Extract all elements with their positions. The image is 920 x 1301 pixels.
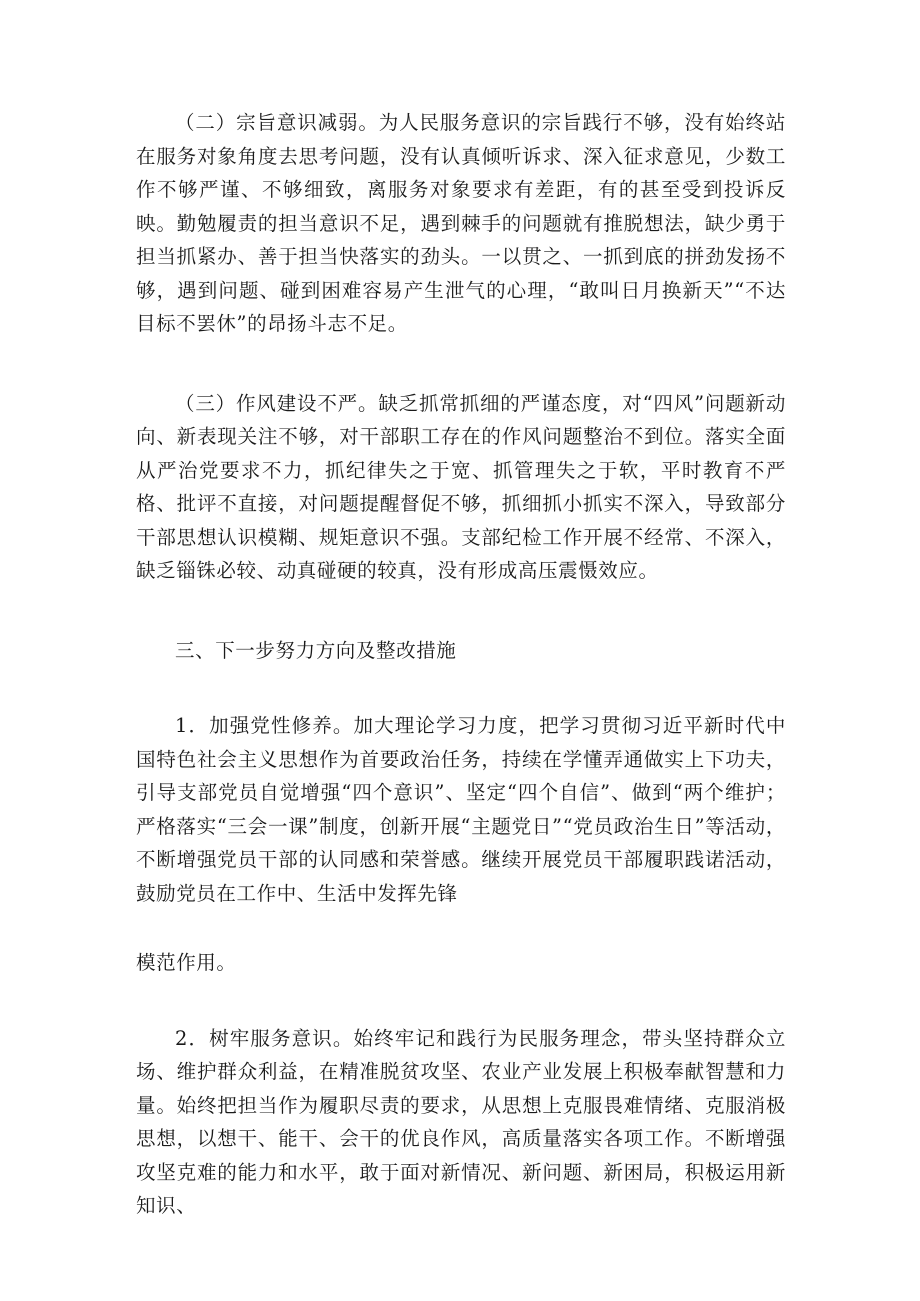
paragraph-spacer	[136, 341, 786, 387]
paragraph-purpose-awareness: （二）宗旨意识减弱。为人民服务意识的宗旨践行不够，没有始终站在服务对象角度去思考问题，没有认真倾听诉求、深入征求意见，少数工作不够严谨、不够细致，离服务对象要求有差距，有的甚至受到投诉反映。勤勉履责的担当意识不足，遇到棘手的问题就有推脱想法，缺少勇于担当抓紧办、善于担当快落实的劲头。一以贯之、一抓到底的拼劲发扬不够，遇到问题、碰到困难容易产生泄气的心理，“敢叫日月换新天”“不达目标不罢休”的昂扬斗志不足。	[136, 111, 786, 335]
paragraph-spacer	[136, 980, 786, 1022]
paragraph-service-awareness: 2．树牢服务意识。始终牢记和践行为民服务理念，带头坚持群众立场、维护群众利益，在精准脱贫攻坚、农业产业发展上积极奉献智慧和力量。始终把担当作为履职尽责的要求，从思想上克服畏难情绪、克服消极思想，以想干、能干、会干的优良作风，高质量落实各项工作。不断增强攻坚克难的能力和水平，敢于面对新情况、新问题、新困局，积极运用新知识、	[136, 1026, 786, 1217]
paragraph-spacer	[136, 588, 786, 634]
paragraph-spacer	[136, 910, 786, 946]
paragraph-spacer	[136, 667, 786, 709]
document-page	[136, 106, 786, 1223]
paragraph-party-cultivation: 1．加强党性修养。加大理论学习力度，把学习贯彻习近平新时代中国特色社会主义思想作为首要政治任务，持续在学懂弄通做实上下功夫，引导支部党员自觉增强“四个意识”、坚定“四个自信”、做到“两个维护；严格落实“三会一课”制度，创新开展“主题党日”“党员政治生日”等活动，不断增强党员干部的认同感和荣誉感。继续开展党员干部履职践诺活动，鼓励党员在工作中、生活中发挥先锋	[136, 714, 786, 905]
paragraph-work-style: （三）作风建设不严。缺乏抓常抓细的严谨态度，对“四风”问题新动向、新表现关注不够，对干部职工存在的作风问题整治不到位。落实全面从严治党要求不力，抓纪律失之于宽、抓管理失之于软，平时教育不严格、批评不直接，对问题提醒督促不够，抓细抓小抓实不深入，导致部分干部思想认识模糊、规矩意识不强。支部纪检工作开展不经常、不深入，缺乏锱铢必较、动真碰硬的较真，没有形成高压震慑效应。	[136, 391, 786, 582]
section-heading-next-steps: 三、下一步努力方向及整改措施	[175, 638, 457, 662]
paragraph-party-cultivation-continued: 模范作用。	[136, 951, 237, 974]
